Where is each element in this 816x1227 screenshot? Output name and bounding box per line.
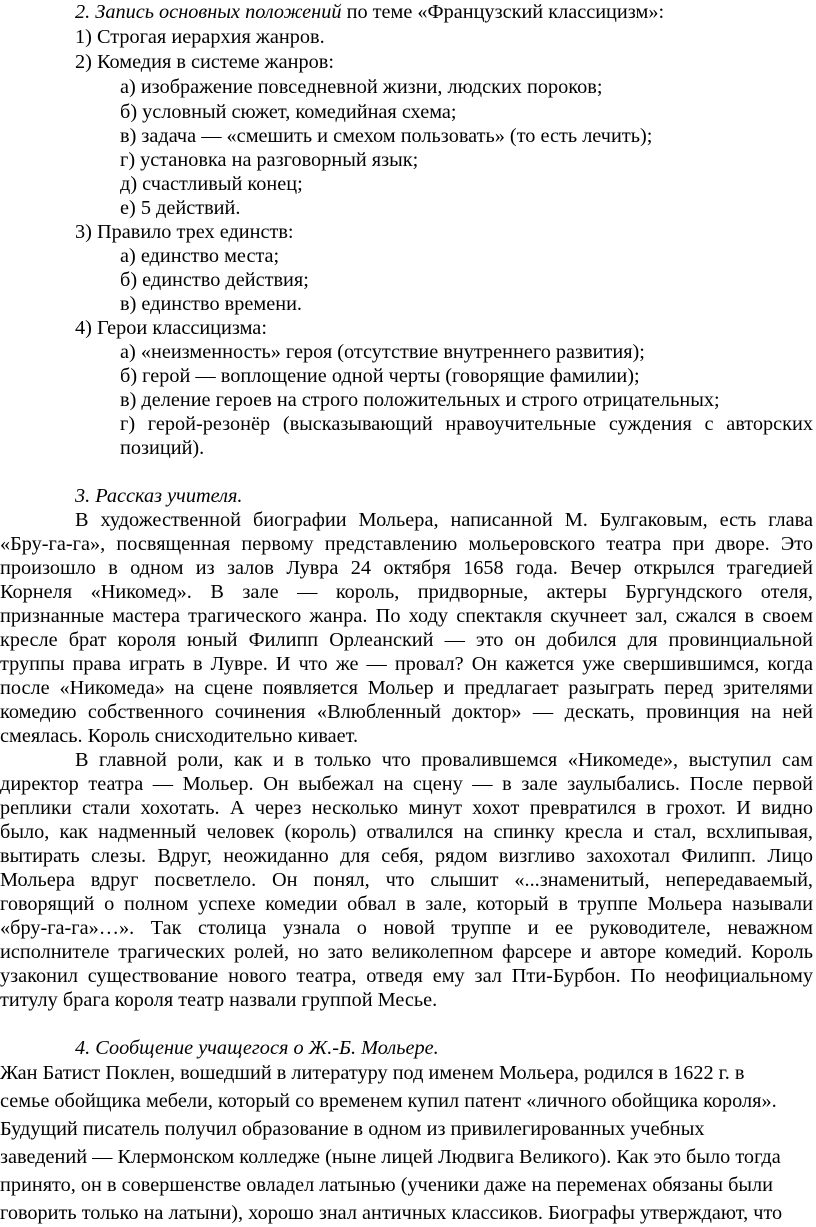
list-subitem: а) единство места;: [120, 245, 280, 267]
list-subitem: а) «неизменность» героя (отсутствие внутреннего развития);: [120, 341, 645, 363]
list-item-1: 1) Строгая иерархия жанров.: [75, 26, 325, 48]
paragraph-line: узаконил существование нового театра, отведя ему зал Пти-Бурбон. По неофициальному: [0, 965, 813, 987]
list-subitem: б) единство действия;: [120, 269, 309, 291]
list-subitem: е) 5 действий.: [120, 197, 241, 219]
list-item-3: 3) Правило трех единств:: [75, 221, 294, 243]
paragraph-line: семье обойщика мебели, который со временем купил патент «личного обойщика короля».: [0, 1090, 777, 1112]
section-3-heading: 3. Рассказ учителя.: [75, 485, 243, 507]
paragraph-line: было, как надменный человек (король) отвалился на спинку кресла и стал, всхлипывая,: [0, 821, 813, 843]
paragraph-line: титулу брага короля театр назвали группой Месье.: [0, 989, 438, 1011]
list-item-4: 4) Герои классицизма:: [75, 317, 267, 339]
paragraph-line: заведений — Клермонском колледже (ныне лицей Людвига Великого). Как это было тогда: [0, 1146, 781, 1168]
section-2-heading-rest: по теме «Французский классицизм»:: [341, 1, 665, 23]
list-item-2: 2) Комедия в системе жанров:: [75, 51, 335, 73]
paragraph-line: труппы права играть в Лувре. И что же — провал? Он кажется уже свершившимся, когда: [0, 653, 813, 675]
paragraph-line: «Бру-га-га», посвященная первому представлению мольеровского театра при дворе. Это: [0, 533, 813, 555]
paragraph-line: Мольера вдруг посветлело. Он понял, что слышит «...знаменитый, непередаваемый,: [0, 869, 813, 891]
section-4-heading: 4. Сообщение учащегося о Ж.-Б. Мольере.: [75, 1037, 439, 1059]
section-2-heading-italic: 2. Запись основных положений: [75, 1, 342, 23]
paragraph-line: говорить только на латыни), хорошо знал античных классиков. Биографы утверждают, что: [0, 1202, 783, 1224]
paragraph-line: принято, он в совершенстве овладел латынью (ученики даже на переменах обязаны были: [0, 1174, 774, 1196]
list-subitem: г) герой-резонёр (высказывающий нравоучительные суждения с авторских: [120, 413, 813, 435]
paragraph-line: произошло в одном из залов Лувра 24 октября 1658 года. Вечер открылся трагедией: [0, 557, 813, 579]
paragraph-line: признанные мастера трагического жанра. По ходу спектакля скучнеет зал, сжался в своем: [0, 605, 813, 627]
paragraph-line: исполнителе трагических ролей, но зато великолепном фарсере и авторе комедий. Король: [0, 941, 813, 963]
section-2-heading: [75, 0, 664, 24]
paragraph-line: директор театра — Мольер. Он выбежал на сцену — в зале заулыбались. После первой: [0, 773, 813, 795]
list-subitem: в) деление героев на строго положительных и строго отрицательных;: [120, 389, 720, 411]
list-subitem: б) условный сюжет, комедийная схема;: [120, 101, 457, 123]
paragraph-line: В художественной биографии Мольера, написанной М. Булгаковым, есть глава: [75, 509, 813, 531]
paragraph-line: «бру-га-га»…». Так столица узнала о новой труппе и ее руководителе, неважном: [0, 917, 813, 939]
paragraph-line: комедию собственного сочинения «Влюбленный доктор» — дескать, провинция на ней: [0, 701, 813, 723]
paragraph-line: кресле брат короля юный Филипп Орлеанский — это он добился для провинциальной: [0, 629, 813, 651]
paragraph-line: Будущий писатель получил образование в одном из привилегированных учебных: [0, 1118, 705, 1140]
list-subitem: д) счастливый конец;: [120, 173, 303, 195]
paragraph-line: после «Никомеда» на сцене появляется Мольер и предлагает разыграть перед зрителями: [0, 677, 813, 699]
list-subitem: а) изображение повседневной жизни, людских пороков;: [120, 76, 603, 98]
paragraph-line: вытирать слезы. Вдруг, неожиданно для себя, рядом визгливо захохотал Филипп. Лицо: [0, 845, 813, 867]
list-subitem: в) задача — «смешить и смехом пользовать» (то есть лечить);: [120, 125, 653, 147]
paragraph-line: Корнеля «Никомед». В зале — король, придворные, актеры Бургундского отеля,: [0, 581, 813, 603]
paragraph-line: реплики стали хохотать. А через несколько минут хохот превратился в грохот. И видно: [0, 797, 813, 819]
list-subitem: б) герой — воплощение одной черты (говорящие фамилии);: [120, 365, 640, 387]
list-subitem: г) установка на разговорный язык;: [120, 149, 419, 171]
paragraph-line: смеялась. Король снисходительно кивает.: [0, 725, 359, 747]
paragraph-line: В главной роли, как и в только что провалившемся «Никомеде», выступил сам: [75, 749, 813, 771]
list-subitem-continuation: позиций).: [120, 437, 205, 459]
paragraph-line: Жан Батист Поклен, вошедший в литературу под именем Мольера, родился в 1622 г. в: [0, 1062, 745, 1084]
list-subitem: в) единство времени.: [120, 293, 303, 315]
paragraph-line: говорящий о полном успехе комедии обвал в зале, который в труппе Мольера называли: [0, 893, 813, 915]
